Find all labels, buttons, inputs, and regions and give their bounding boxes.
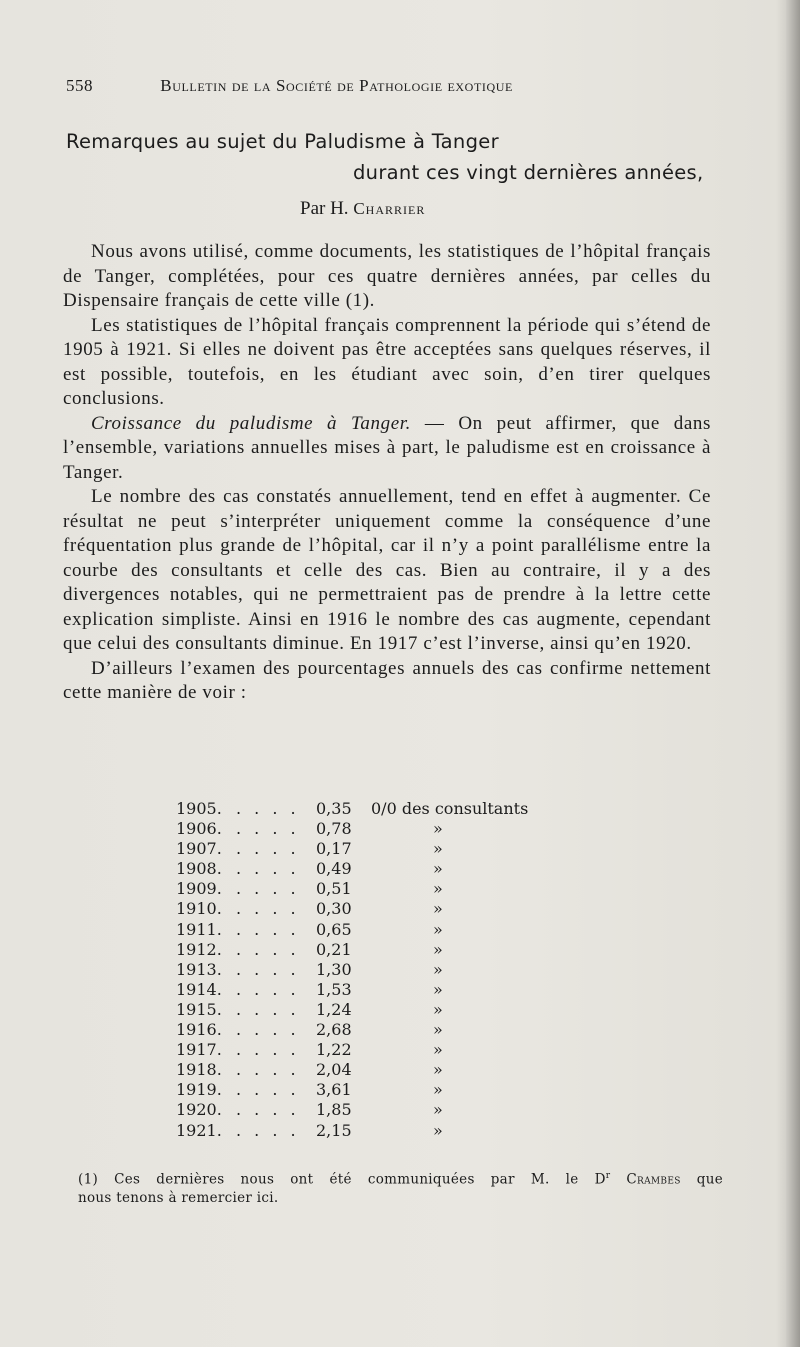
leader-dots: . . . . <box>236 879 300 899</box>
year-cell: 1919. <box>176 1080 222 1100</box>
leader-dots: . . . . <box>236 859 300 879</box>
leader-dots: . . . . <box>236 1120 300 1140</box>
table-row <box>176 1020 636 1040</box>
ditto-mark: » <box>433 1080 443 1100</box>
percentage-table <box>176 799 636 1141</box>
leader-dots: . . . . <box>236 919 300 939</box>
value-cell: 0,49 <box>316 859 352 879</box>
ditto-mark: » <box>433 1040 443 1060</box>
table-row <box>176 940 636 960</box>
paragraph-1: Nous avons utilisé, comme documents, les statistiques de l’hôpital français de Tanger, complétées, pour ces quatre dernières années, par celles du Dispensaire français de cette ville (1). <box>63 241 711 311</box>
ditto-mark: » <box>433 879 443 899</box>
year-cell: 1920. <box>176 1100 222 1120</box>
leader-dots: . . . . <box>236 979 300 999</box>
table-row <box>176 859 636 879</box>
year-cell: 1916. <box>176 1020 222 1040</box>
leader-dots: . . . . <box>236 819 300 839</box>
ditto-mark: » <box>433 1100 443 1120</box>
leader-dots: . . . . <box>236 959 300 979</box>
author-prefix: Par H. <box>300 198 354 219</box>
paragraph-2: Les statistiques de l’hôpital français comprennent la période qui s’étend de 1905 à 1921. Si elles ne doivent pas être acceptées sans quelques réserves, il est possible, toutefois, en les étudiant avec soin, d’en tirer quelques conclusions. <box>63 314 711 409</box>
ditto-mark: » <box>433 959 443 979</box>
footnote-text-end: que <box>680 1171 723 1188</box>
table-row <box>176 799 636 819</box>
value-cell: 1,24 <box>316 999 352 1019</box>
leader-dots: . . . . <box>236 999 300 1019</box>
year-cell: 1910. <box>176 899 222 919</box>
year-cell: 1911. <box>176 919 222 939</box>
leader-dots: . . . . <box>236 1060 300 1080</box>
year-cell: 1917. <box>176 1040 222 1060</box>
year-cell: 1909. <box>176 879 222 899</box>
footnote-line-1 <box>78 1167 723 1189</box>
ditto-mark: » <box>433 859 443 879</box>
value-cell: 0,65 <box>316 919 352 939</box>
footnote-line-2: nous tenons à remercier ici. <box>78 1189 279 1206</box>
table-row <box>176 980 636 1000</box>
ditto-mark: » <box>433 1120 443 1140</box>
paragraph-3-text: — On peut affirmer, que dans l’ensemble, variations annuelles mises à part, le paludisme est en croissance à Tanger. <box>63 412 711 483</box>
value-cell: 0,17 <box>316 839 352 859</box>
ditto-mark: » <box>433 979 443 999</box>
table-row <box>176 1100 636 1120</box>
leader-dots: . . . . <box>236 1020 300 1040</box>
value-cell: 1,85 <box>316 1100 352 1120</box>
year-cell: 1915. <box>176 999 222 1019</box>
value-cell: 0,51 <box>316 879 352 899</box>
table-row <box>176 1060 636 1080</box>
leader-dots: . . . . <box>236 839 300 859</box>
value-cell: 2,04 <box>316 1060 352 1080</box>
ditto-mark: » <box>433 1020 443 1040</box>
year-cell: 1921. <box>176 1120 222 1140</box>
ditto-mark: » <box>433 939 443 959</box>
paragraph-3 <box>63 412 711 486</box>
footnote-name: Crambes <box>610 1171 681 1188</box>
article-title-line-2: durant ces vingt dernières années, <box>353 161 704 184</box>
table-row <box>176 1040 636 1060</box>
footnote-text: (1) Ces dernières nous ont été communiquées par M. le D <box>78 1171 606 1188</box>
table-row <box>176 839 636 859</box>
table-row <box>176 899 636 919</box>
year-cell: 1908. <box>176 859 222 879</box>
leader-dots: . . . . <box>236 899 300 919</box>
paragraph-5: D’ailleurs l’examen des pourcentages annuels des cas confirme nettement cette manière de voir : <box>63 657 711 703</box>
table-row <box>176 1121 636 1141</box>
ditto-mark: » <box>433 819 443 839</box>
article-title-line-1: Remarques au sujet du Paludisme à Tanger <box>66 130 499 153</box>
value-cell: 0,78 <box>316 819 352 839</box>
leader-dots: . . . . <box>236 1040 300 1060</box>
year-cell: 1905. <box>176 799 222 818</box>
running-header <box>66 76 626 96</box>
value-cell: 1,30 <box>316 959 352 979</box>
value-cell: 0,35 <box>316 799 352 818</box>
year-cell: 1907. <box>176 839 222 859</box>
journal-title: Bulletin de la Société de Pathologie exotique <box>160 76 513 95</box>
footnote-superscript: r <box>605 1171 611 1181</box>
page-number: 558 <box>66 76 93 95</box>
value-cell: 2,68 <box>316 1020 352 1040</box>
year-cell: 1914. <box>176 979 222 999</box>
value-cell: 1,53 <box>316 979 352 999</box>
leader-dots: . . . . <box>236 1100 300 1120</box>
article-body <box>63 240 711 706</box>
ditto-mark: » <box>433 839 443 859</box>
ditto-mark: » <box>433 899 443 919</box>
table-row <box>176 1000 636 1020</box>
table-row <box>176 1080 636 1100</box>
article-author <box>300 198 425 220</box>
year-cell: 1918. <box>176 1060 222 1080</box>
page-edge-shadow <box>786 0 800 1347</box>
table-row <box>176 879 636 899</box>
value-cell: 0,30 <box>316 899 352 919</box>
ditto-mark: » <box>433 919 443 939</box>
value-cell: 1,22 <box>316 1040 352 1060</box>
year-cell: 1913. <box>176 959 222 979</box>
value-cell: 0,21 <box>316 939 352 959</box>
year-cell: 1912. <box>176 939 222 959</box>
year-cell: 1906. <box>176 819 222 839</box>
table-row <box>176 960 636 980</box>
ditto-mark: » <box>433 999 443 1019</box>
ditto-mark: » <box>433 1060 443 1080</box>
leader-dots: . . . . <box>236 799 300 818</box>
leader-dots: . . . . <box>236 1080 300 1100</box>
footnote <box>78 1167 723 1207</box>
table-row <box>176 920 636 940</box>
section-heading: Croissance du paludisme à Tanger. <box>91 412 412 434</box>
value-cell: 3,61 <box>316 1080 352 1100</box>
leader-dots: . . . . <box>236 939 300 959</box>
unit-cell: 0/0 des consultants <box>371 799 529 818</box>
value-cell: 2,15 <box>316 1120 352 1140</box>
author-name: Charrier <box>353 199 426 218</box>
table-row <box>176 819 636 839</box>
paragraph-4: Le nombre des cas constatés annuellement, tend en effet à augmenter. Ce résultat ne peut s’interpréter uniquement comme la conséquence d’une fréquentation plus grande de l’hôpital, car il n’y a point parallélisme entre la courbe des consultants et celle des cas. Bien au contraire, il y a des divergences notables, qui ne permettraient pas de prendre à la lettre cette explication simpliste. Ainsi en 1916 le nombre des cas augmente, cependant que celui des consultants diminue. En 1917 c’est l’inverse, ainsi qu’en 1920. <box>63 486 711 654</box>
